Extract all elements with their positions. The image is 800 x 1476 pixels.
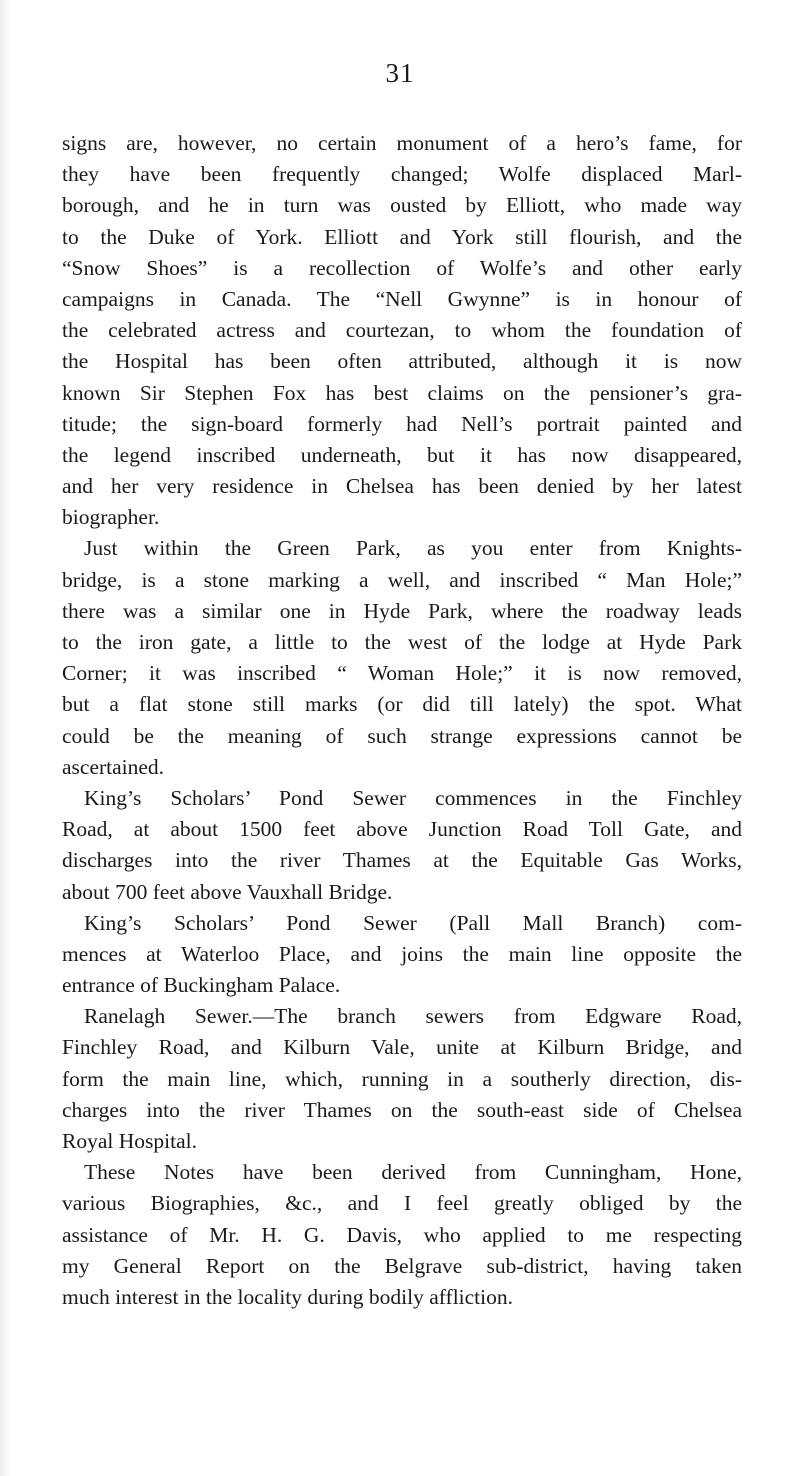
text-line: they have been frequently changed; Wolfe displaced Marl-	[62, 162, 742, 187]
text-line: “Snow Shoes” is a recollection of Wolfe’s and other early	[62, 255, 742, 280]
text-line: known Sir Stephen Fox has best claims on the pensioner’s gra-	[62, 380, 742, 405]
text-line: signs are, however, no certain monument of a hero’s fame, for	[62, 131, 742, 155]
text-line: there was a similar one in Hyde Park, where the roadway leads	[62, 598, 742, 623]
text-line: campaigns in Canada. The “Nell Gwynne” is in honour of	[62, 286, 742, 311]
paragraph	[62, 533, 742, 783]
text-line: the legend inscribed underneath, but it has now disappeared,	[62, 442, 742, 467]
paragraph	[62, 128, 742, 533]
text-line: form the main line, which, running in a southerly direction, dis-	[62, 1066, 742, 1091]
page-number: 31	[385, 58, 415, 88]
text-line: These Notes have been derived from Cunningham, Hone,	[84, 1160, 742, 1185]
text-line: Corner; it was inscribed “ Woman Hole;” it is now removed,	[62, 661, 742, 686]
paragraph	[62, 1157, 742, 1313]
text-line: to the iron gate, a little to the west of the lodge at Hyde Park	[62, 630, 742, 654]
text-line: Finchley Road, and Kilburn Vale, unite at Kilburn Bridge, and	[62, 1035, 742, 1060]
text-line: my General Report on the Belgrave sub-district, having taken	[62, 1253, 742, 1278]
text-line: titude; the sign-board formerly had Nell’s portrait painted and	[62, 411, 742, 436]
text-line: the Hospital has been often attributed, although it is now	[62, 349, 742, 374]
text-line: biographer.	[62, 505, 160, 530]
text-line: to the Duke of York. Elliott and York still flourish, and the	[62, 224, 742, 249]
text-line: King’s Scholars’ Pond Sewer (Pall Mall Branch) com-	[84, 910, 742, 935]
text-line: Ranelagh Sewer.—The branch sewers from Edgware Road,	[84, 1004, 742, 1029]
body-text	[62, 128, 742, 1313]
text-line: but a flat stone still marks (or did till lately) the spot. What	[62, 692, 742, 717]
text-line: ascertained.	[62, 754, 165, 779]
text-line: charges into the river Thames on the south-east side of Chelsea	[62, 1097, 742, 1122]
text-line: Royal Hospital.	[62, 1129, 197, 1153]
text-line: mences at Waterloo Place, and joins the main line opposite the	[62, 941, 742, 966]
text-line: King’s Scholars’ Pond Sewer commences in the Finchley	[84, 785, 742, 810]
text-line: discharges into the river Thames at the Equitable Gas Works,	[62, 848, 742, 873]
paragraph	[62, 783, 742, 908]
text-line: Just within the Green Park, as you enter from Knights-	[84, 536, 742, 561]
text-line: the celebrated actress and courtezan, to whom the foundation of	[62, 318, 742, 343]
paragraph	[62, 1001, 742, 1157]
text-line: entrance of Buckingham Palace.	[62, 973, 341, 998]
text-line: about 700 feet above Vauxhall Bridge.	[62, 879, 393, 904]
page-edge-shadow	[0, 0, 10, 1476]
text-line: assistance of Mr. H. G. Davis, who applied to me respecting	[62, 1222, 742, 1247]
paragraph	[62, 908, 742, 1002]
text-line: borough, and he in turn was ousted by Elliott, who made way	[62, 193, 742, 218]
text-line: bridge, is a stone marking a well, and inscribed “ Man Hole;”	[62, 567, 742, 592]
text-line: could be the meaning of such strange expressions cannot be	[62, 723, 742, 748]
text-line: and her very residence in Chelsea has been denied by her latest	[62, 474, 742, 499]
text-line: Road, at about 1500 feet above Junction Road Toll Gate, and	[62, 817, 742, 842]
text-line: much interest in the locality during bodily affliction.	[62, 1284, 514, 1309]
text-line: various Biographies, &c., and I feel greatly obliged by the	[62, 1191, 742, 1216]
